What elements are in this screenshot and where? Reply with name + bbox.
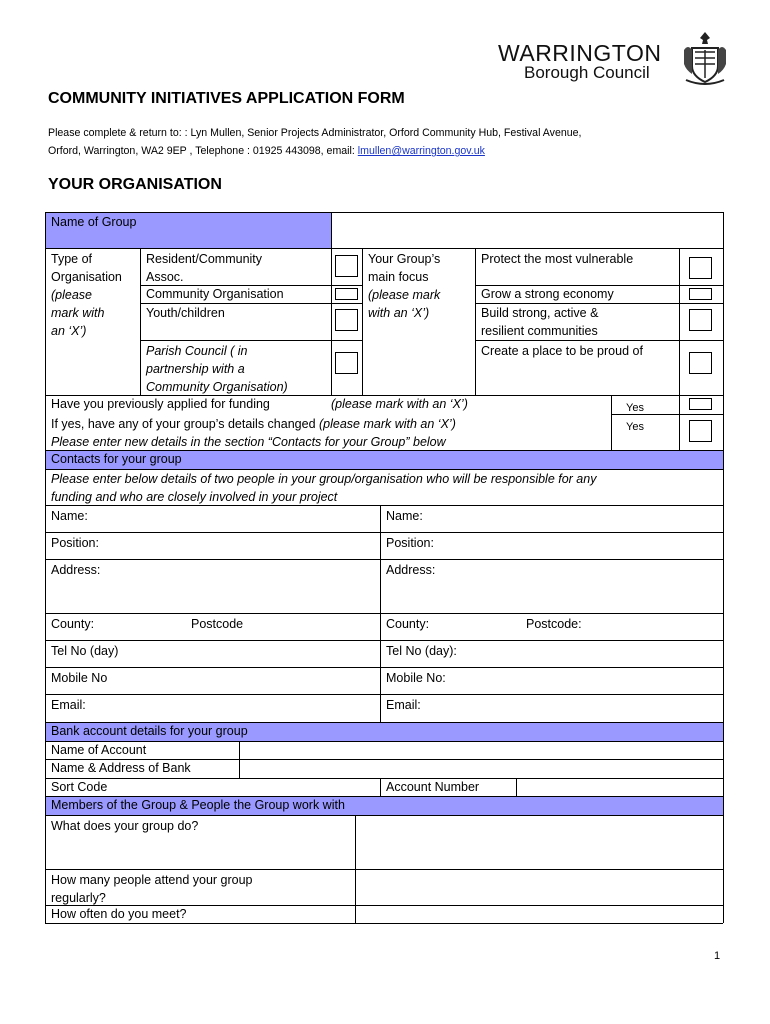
contacts-intro-line-1: Please enter below details of two people in your group/organisation who will be responsible for any — [51, 472, 597, 486]
contact2-email[interactable]: Email: — [386, 698, 421, 712]
instructions-line-1: Please complete & return to: : Lyn Mullen, Senior Projects Administrator, Orford Community Hub, Festival Avenue, — [48, 127, 582, 139]
bank-account-name-field[interactable] — [239, 741, 723, 759]
section-title: YOUR ORGANISATION — [48, 176, 222, 193]
type-label-line-5: an ‘X’) — [51, 324, 87, 338]
option-youth-children: Youth/children — [146, 306, 225, 320]
type-label-line-4: mark with — [51, 306, 105, 320]
type-label-line-2: Organisation — [51, 270, 122, 284]
checkbox-previous-funding-yes[interactable] — [689, 398, 712, 410]
focus-protect-vulnerable: Protect the most vulnerable — [481, 252, 634, 266]
focus-build-line-1: Build strong, active & — [481, 306, 599, 320]
form-title: COMMUNITY INITIATIVES APPLICATION FORM — [48, 90, 405, 107]
logo-subtitle: Borough Council — [524, 63, 650, 82]
contact1-mobile[interactable]: Mobile No — [51, 671, 108, 685]
type-label-line-3: (please — [51, 288, 92, 302]
focus-label-line-4: with an ‘X’) — [368, 306, 430, 320]
logo-name: WARRINGTON — [498, 40, 662, 66]
contact2-mobile[interactable]: Mobile No: — [386, 671, 446, 685]
contact2-position[interactable]: Position: — [386, 536, 434, 550]
option-parish-line-1: Parish Council ( in — [146, 344, 248, 358]
details-changed-question — [45, 414, 611, 450]
contact1-county-label: County: — [51, 617, 95, 631]
contact2-postcode-label: Postcode: — [526, 617, 582, 631]
option-resident-community — [140, 249, 331, 285]
type-label-line-1: Type of — [51, 252, 92, 266]
previous-funding-text: Have you previously applied for funding — [51, 397, 270, 411]
previous-funding-question — [45, 395, 611, 414]
account-number-label: Account Number — [386, 780, 480, 794]
checkbox-grow-economy[interactable] — [689, 288, 712, 300]
previous-funding-hint: (please mark with an ‘X’) — [331, 397, 468, 411]
contact2-tel[interactable]: Tel No (day): — [386, 644, 457, 658]
contact2-address[interactable]: Address: — [386, 563, 436, 577]
instructions-address: Orford, Warrington, WA2 9EP , Telephone : 01925 443098, email: — [48, 145, 358, 157]
checkbox-create-place[interactable] — [689, 352, 712, 374]
bank-account-name-label: Name of Account — [51, 743, 147, 757]
contacts-intro — [45, 469, 723, 505]
contact1-address[interactable]: Address: — [51, 563, 101, 577]
name-of-group-label: Name of Group — [45, 212, 331, 248]
checkbox-parish-council[interactable] — [335, 352, 358, 374]
bank-address-label: Name & Address of Bank — [51, 761, 191, 775]
details-changed-note: Please enter new details in the section “Contacts for your Group” below — [51, 435, 446, 449]
what-does-group-do-label: What does your group do? — [51, 819, 199, 833]
focus-create-place: Create a place to be proud of — [481, 344, 643, 358]
contact2-county-label: County: — [386, 617, 430, 631]
contact2-county[interactable] — [380, 614, 723, 640]
main-focus-label — [362, 249, 475, 339]
focus-grow-economy: Grow a strong economy — [481, 287, 614, 301]
organisation-type-label — [45, 249, 140, 395]
checkbox-community-organisation[interactable] — [335, 288, 358, 300]
option-parish-line-3: Community Organisation) — [146, 380, 288, 394]
page-number: 1 — [714, 950, 721, 962]
checkbox-youth-children[interactable] — [335, 309, 358, 331]
bank-header: Bank account details for your group — [45, 722, 723, 741]
checkbox-protect-vulnerable[interactable] — [689, 257, 712, 279]
sort-code-label: Sort Code — [51, 780, 108, 794]
changed-yes-label: Yes — [626, 421, 644, 433]
how-many-line-2: regularly? — [51, 891, 106, 905]
contact-email-link[interactable]: lmullen@warrington.gov.uk — [357, 145, 485, 157]
contact1-tel[interactable]: Tel No (day) — [51, 644, 119, 658]
contact1-county[interactable] — [45, 614, 380, 640]
option-community-organisation: Community Organisation — [146, 287, 284, 301]
option-resident-line-1: Resident/Community — [146, 252, 263, 266]
contact1-email[interactable]: Email: — [51, 698, 86, 712]
instructions-line-2 — [48, 142, 485, 161]
account-number-field[interactable] — [516, 778, 723, 796]
contact1-name[interactable]: Name: — [51, 509, 88, 523]
previous-yes-label: Yes — [626, 402, 644, 414]
council-crest-icon — [680, 30, 730, 86]
contacts-header: Contacts for your group — [45, 450, 723, 469]
focus-build-communities — [475, 303, 679, 340]
focus-build-line-2: resilient communities — [481, 324, 598, 338]
how-many-attend-field[interactable] — [355, 870, 723, 905]
checkbox-build-communities[interactable] — [689, 309, 712, 331]
details-changed-text: If yes, have any of your group’s details changed — [51, 417, 319, 431]
focus-label-line-3: (please mark — [368, 288, 441, 302]
how-often-meet-field[interactable] — [355, 905, 723, 923]
details-changed-hint: (please mark with an ‘X’) — [319, 417, 456, 431]
how-many-line-1: How many people attend your group — [51, 873, 253, 887]
members-header: Members of the Group & People the Group work with — [45, 796, 723, 815]
focus-label-line-2: main focus — [368, 270, 429, 284]
contact1-postcode-label: Postcode — [191, 617, 244, 631]
checkbox-details-changed-yes[interactable] — [689, 420, 712, 442]
contact2-name[interactable]: Name: — [386, 509, 423, 523]
focus-label-line-1: Your Group’s — [368, 252, 441, 266]
how-often-meet-label: How often do you meet? — [51, 907, 187, 921]
what-does-group-do-field[interactable] — [355, 816, 723, 869]
option-parish-council — [140, 341, 331, 395]
option-parish-line-2: partnership with a — [146, 362, 245, 376]
option-resident-line-2: Assoc. — [146, 270, 184, 284]
checkbox-resident-community[interactable] — [335, 255, 358, 277]
contact1-position[interactable]: Position: — [51, 536, 99, 550]
contacts-intro-line-2: funding and who are closely involved in your project — [51, 490, 338, 504]
how-many-attend-label — [45, 870, 355, 905]
bank-address-field[interactable] — [239, 759, 723, 778]
